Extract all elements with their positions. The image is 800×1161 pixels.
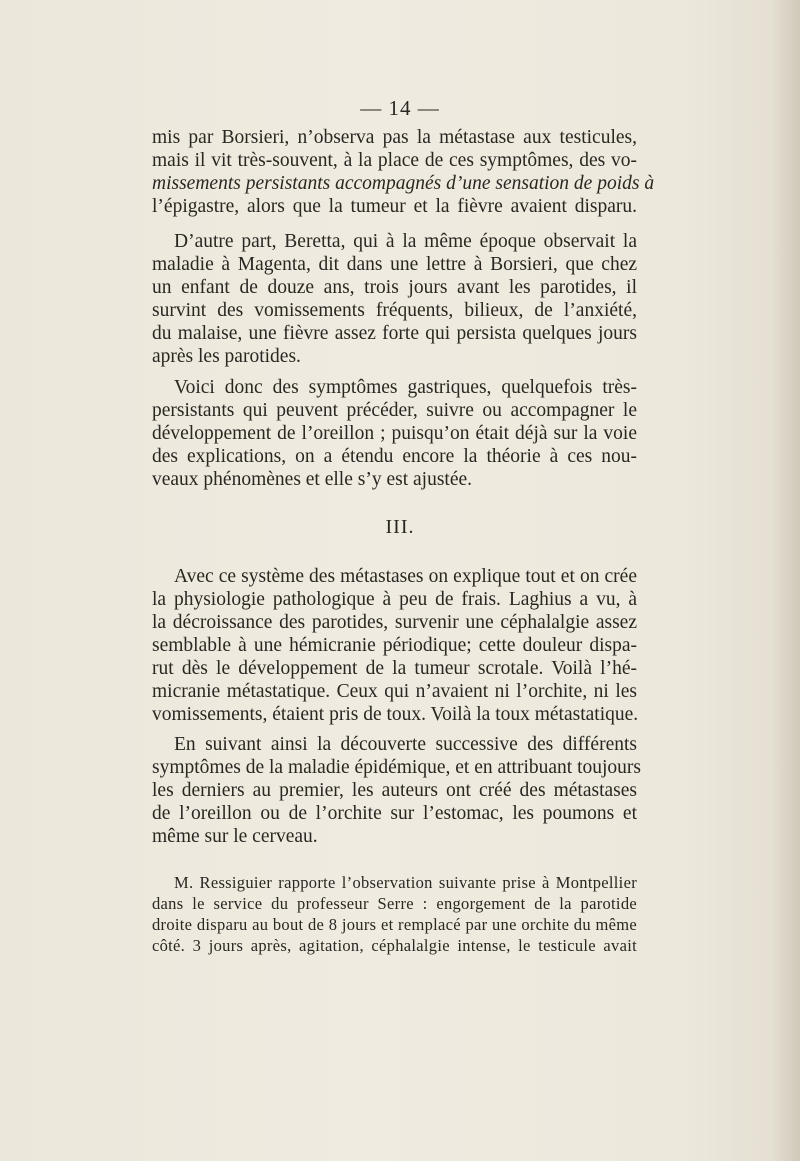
text-line: En suivant ainsi la découverte successive des différents	[174, 734, 637, 755]
paragraph-3	[152, 376, 637, 491]
text-line: vomissements, étaient pris de toux. Voilà la toux métastatique.	[152, 704, 639, 725]
text-line: maladie à Magenta, dit dans une lettre à Borsieri, que chez	[152, 254, 637, 275]
text-line: après les parotides.	[152, 346, 301, 367]
text-line: la décroissance des parotides, survenir une céphalalgie assez	[152, 612, 637, 633]
text-line: persistants qui peuvent précéder, suivre ou accompagner le	[152, 400, 637, 421]
footnote	[152, 872, 637, 956]
text-line: les derniers au premier, les auteurs ont créé des métastases	[152, 780, 637, 801]
text-line: survint des vomissements fréquents, bilieux, de l’anxiété,	[152, 300, 637, 321]
text-line: D’autre part, Beretta, qui à la même époque observait la	[174, 231, 637, 252]
text-line: des explications, on a étendu encore la théorie à ces nou-	[152, 446, 637, 467]
text-line: missements persistants accompagnés d’une sensation de poids à	[152, 173, 655, 194]
text-line: veaux phénomènes et elle s’y est ajustée.	[152, 469, 473, 490]
note-line: M. Ressiguier rapporte l’observation suivante prise à Montpellier	[174, 873, 637, 892]
page-number: — 14 —	[360, 96, 440, 120]
text-line: mis par Borsieri, n’observa pas la métastase aux testicules,	[152, 127, 637, 148]
section-number: III.	[385, 516, 415, 538]
note-line: dans le service du professeur Serre : engorgement de la parotide	[152, 894, 637, 913]
paragraph-4	[152, 565, 637, 726]
text-line: du malaise, une fièvre assez forte qui persista quelques jours	[152, 323, 637, 344]
text-line: développement de l’oreillon ; puisqu’on était déjà sur la voie	[152, 423, 637, 444]
note-line: droite disparu au bout de 8 jours et remplacé par une orchite du même	[152, 915, 637, 934]
text-line: symptômes de la maladie épidémique, et en attribuant toujours	[152, 757, 641, 778]
text-line: micranie métastatique. Ceux qui n’avaient ni l’orchite, ni les	[152, 681, 637, 702]
text-line: même sur le cerveau.	[152, 826, 318, 847]
text-line: de l’oreillon ou de l’orchite sur l’estomac, les poumons et	[152, 803, 637, 824]
text-line: rut dès le développement de la tumeur scrotale. Voilà l’hé-	[152, 658, 637, 679]
text-line: Voici donc des symptômes gastriques, quelquefois très-	[174, 377, 637, 398]
text-line: la physiologie pathologique à peu de frais. Laghius a vu, à	[152, 589, 637, 610]
note-line: côté. 3 jours après, agitation, céphalalgie intense, le testicule avait	[152, 936, 637, 955]
text-line: un enfant de douze ans, trois jours avant les parotides, il	[152, 277, 637, 298]
text-line: semblable à une hémicranie périodique; cette douleur dispa-	[152, 635, 637, 656]
paragraph-1	[152, 126, 655, 218]
text-line: Avec ce système des métastases on explique tout et on crée	[174, 566, 637, 587]
paragraph-5	[152, 733, 641, 848]
paragraph-2	[152, 230, 637, 368]
text-line: mais il vit très-souvent, à la place de ces symptômes, des vo-	[152, 150, 637, 171]
text-line: l’épigastre, alors que la tumeur et la fièvre avaient disparu.	[152, 196, 637, 217]
